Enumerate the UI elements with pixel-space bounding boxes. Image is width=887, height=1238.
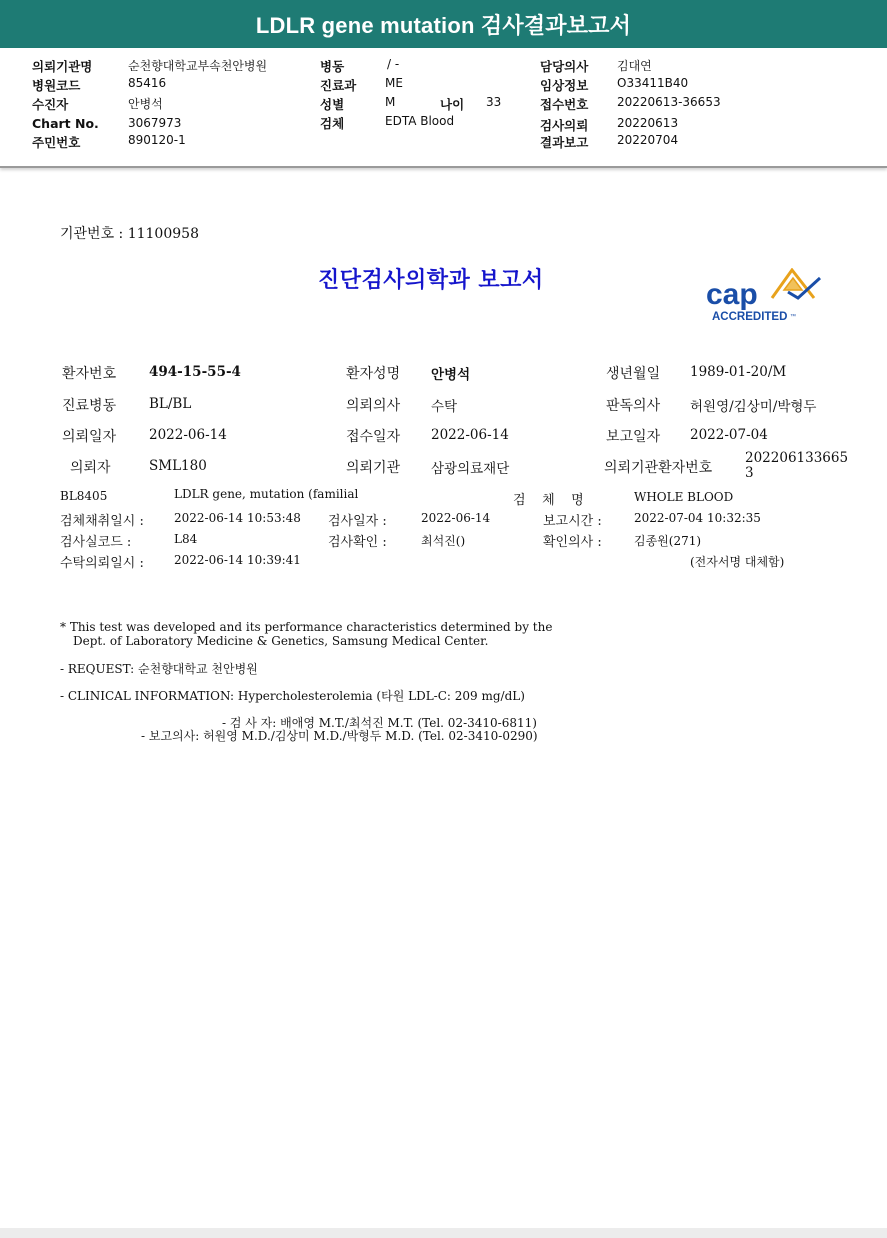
reader-value: 허원영/김상미/박형두	[690, 399, 817, 415]
test-code: BL8405	[60, 489, 108, 503]
patient-no-value: 494-15-55-4	[149, 364, 241, 380]
field-label: 담당의사	[540, 59, 589, 74]
cap-trademark: ™	[790, 314, 796, 320]
req-inst-pt-value-line1: 202206133665	[745, 450, 849, 466]
field-value: ME	[385, 76, 403, 90]
institution-number: 기관번호 : 11100958	[60, 226, 199, 242]
header-info-panel	[0, 48, 887, 168]
report-banner-title: LDLR gene mutation 검사결과보고서	[0, 0, 887, 48]
dev-note-line2: Dept. of Laboratory Medicine & Genetics, Samsung Medical Center.	[73, 634, 489, 648]
field-label: 임상정보	[540, 78, 589, 93]
field-label: 주민번호	[32, 135, 81, 150]
field-value: 890120-1	[128, 133, 186, 147]
field-label: 성별	[320, 97, 345, 112]
clinical-info: - CLINICAL INFORMATION: Hypercholesterolemia (타원 LDL-C: 209 mg/dL)	[60, 689, 525, 703]
dev-note-line1: * This test was developed and its performance characteristics determined by the	[60, 620, 553, 634]
field-value: 순천향대학교부속천안병원	[128, 59, 268, 73]
reporter-line: - 보고의사: 허원영 M.D./김상미 M.D./박형두 M.D. (Tel. 02-3410-0290)	[141, 729, 538, 743]
age-label: 나이	[440, 97, 465, 112]
recv-date-label: 접수일자	[346, 429, 401, 445]
field-value: 20220613-36653	[617, 95, 721, 109]
field-value: 김대연	[617, 59, 652, 73]
test-date-value: 2022-06-14	[421, 511, 491, 525]
report-date-label: 보고일자	[606, 429, 661, 445]
room-value: L84	[174, 532, 198, 546]
confirm-label: 검사확인 :	[328, 535, 387, 550]
room-label: 검사실코드 :	[60, 535, 132, 550]
ward-label: 진료병동	[62, 398, 117, 414]
recv-date-value: 2022-06-14	[431, 427, 509, 443]
test-name: LDLR gene, mutation (familial	[174, 487, 359, 501]
req-date-label: 의뢰일자	[62, 429, 117, 445]
field-value: 20220613	[617, 116, 679, 130]
field-label: 병원코드	[32, 78, 81, 93]
confirm-doctor-label: 확인의사 :	[543, 535, 602, 550]
field-value: 85416	[128, 76, 167, 90]
collect-value: 2022-06-14 10:53:48	[174, 511, 301, 525]
field-label: 수진자	[32, 97, 69, 112]
field-label: 검체	[320, 116, 345, 131]
patient-name-label: 환자성명	[346, 366, 401, 382]
specimen-value: WHOLE BLOOD	[634, 490, 734, 504]
specimen-label: 검 체 명	[513, 493, 584, 508]
req-inst-pt-value-line2: 3	[745, 465, 754, 481]
esign-note: (전자서명 대체함)	[690, 555, 785, 569]
report-time-label: 보고시간 :	[543, 514, 602, 529]
field-label: 접수번호	[540, 97, 589, 112]
requester-label: 의뢰자	[70, 460, 111, 476]
field-value: O33411B40	[617, 76, 689, 90]
req-doctor-value: 수탁	[431, 399, 458, 415]
cap-logo-text: cap	[706, 278, 758, 311]
req-inst-label: 의뢰기관	[346, 460, 401, 476]
page-footer-bar	[0, 1228, 887, 1238]
req-inst-pt-label: 의뢰기관환자번호	[604, 460, 713, 476]
cap-accredited-logo-icon	[702, 268, 828, 328]
request-note: - REQUEST: 순천향대학교 천안병원	[60, 662, 258, 676]
field-value: / -	[387, 57, 400, 71]
field-label: 의뢰기관명	[32, 59, 93, 74]
report-date-value: 2022-07-04	[690, 427, 768, 443]
field-label: 결과보고	[540, 135, 589, 150]
patient-no-label: 환자번호	[62, 366, 117, 382]
confirm-value: 최석진()	[421, 534, 466, 548]
req-date-value: 2022-06-14	[149, 427, 227, 443]
confirm-doctor-value: 김종원(271)	[634, 534, 702, 548]
age-value: 33	[486, 95, 502, 109]
field-value: 20220704	[617, 133, 679, 147]
field-value: 3067973	[128, 116, 182, 130]
req-inst-value: 삼광의료재단	[431, 461, 510, 477]
report-time-value: 2022-07-04 10:32:35	[634, 511, 761, 525]
consign-label: 수탁의뢰일시 :	[60, 556, 144, 571]
test-date-label: 검사일자 :	[328, 514, 387, 529]
field-label: 병동	[320, 59, 345, 74]
consign-value: 2022-06-14 10:39:41	[174, 553, 301, 567]
patient-name-value: 안병석	[431, 367, 471, 383]
dob-value: 1989-01-20/M	[690, 364, 787, 380]
field-value: 안병석	[128, 97, 163, 111]
field-value: M	[385, 95, 396, 109]
reader-label: 판독의사	[606, 398, 661, 414]
req-doctor-label: 의뢰의사	[346, 398, 401, 414]
field-value: EDTA Blood	[385, 114, 455, 128]
field-label: Chart No.	[32, 116, 99, 131]
ward-value: BL/BL	[149, 396, 192, 412]
dob-label: 생년월일	[606, 366, 661, 382]
collect-label: 검체채취일시 :	[60, 514, 144, 529]
cap-accredited-text: ACCREDITED	[712, 311, 788, 323]
report-title: 진단검사의학과 보고서	[318, 267, 544, 293]
requester-value: SML180	[149, 458, 207, 474]
field-label: 검사의뢰	[540, 118, 589, 133]
field-label: 진료과	[320, 78, 357, 93]
tester-line: - 검 사 자: 배애영 M.T./최석진 M.T. (Tel. 02-3410-6811)	[222, 716, 537, 730]
